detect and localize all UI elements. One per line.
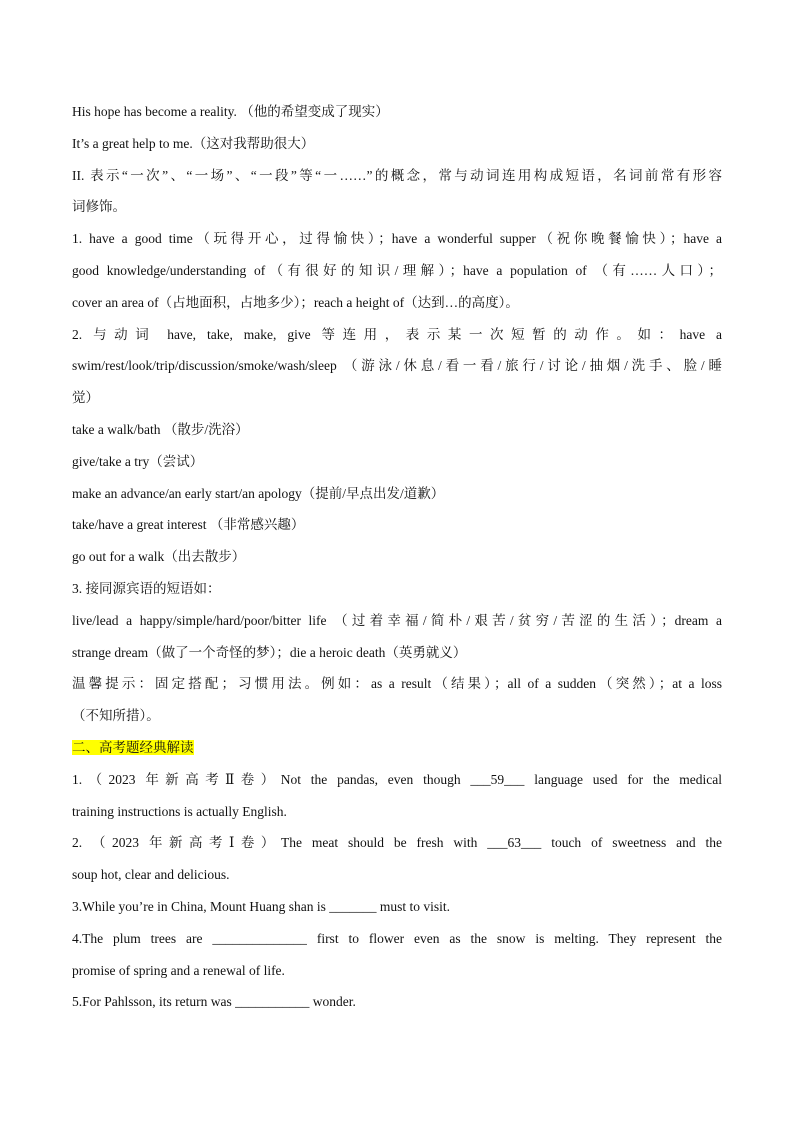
text-line: training instructions is actually English. bbox=[72, 803, 287, 819]
text-line: 4.The plum trees are ______________ first to flower even as the snow is melting. They represent the bbox=[72, 930, 722, 946]
section-heading bbox=[72, 732, 722, 764]
text-line: cover an area of（占地面积，占地多少）；reach a height of（达到…的高度）。 bbox=[72, 294, 519, 310]
text-line: take a walk/bath （散步/洗浴） bbox=[72, 421, 249, 437]
text-line: 1. have a good time（玩得开心，过得愉快）；have a wonderful supper（祝你晚餐愉快）；have a bbox=[72, 231, 722, 247]
text-line: 觉） bbox=[72, 390, 99, 406]
text-line: good knowledge/understanding of（有很好的知识/理解）；have a population of （有……人口）； bbox=[72, 262, 722, 278]
text-line: 3.While you’re in China, Mount Huang shan is _______ must to visit. bbox=[72, 898, 450, 914]
section-heading-text: 二、高考题经典解读 bbox=[72, 739, 194, 755]
text-line: 2. （2023 年新高考Ⅰ卷）The meat should be fresh with ___63___ touch of sweetness and the bbox=[72, 835, 722, 851]
text-line: It’s a great help to me.（这对我帮助很大） bbox=[72, 135, 315, 151]
text-line: （不知所措）。 bbox=[72, 708, 160, 724]
text-line: give/take a try（尝试） bbox=[72, 453, 204, 469]
document-page bbox=[72, 96, 722, 1018]
text-line: live/lead a happy/simple/hard/poor/bitter life （过着幸福/简朴/艰苦/贫穷/苦涩的生活）；dream a bbox=[72, 612, 722, 628]
text-line: 温馨提示：固定搭配；习惯用法。例如：as a result（结果）；all of a sudden（突然）；at a loss bbox=[72, 676, 722, 692]
text-line: swim/rest/look/trip/discussion/smoke/wash/sleep （游泳/休息/看一看/旅行/讨论/抽烟/洗手、脸/睡 bbox=[72, 358, 722, 374]
text-line: soup hot, clear and delicious. bbox=[72, 867, 230, 883]
text-line: take/have a great interest （非常感兴趣） bbox=[72, 517, 305, 533]
text-line: strange dream（做了一个奇怪的梦）；die a heroic death（英勇就义） bbox=[72, 644, 467, 660]
text-line: 词修饰。 bbox=[72, 199, 126, 215]
text-line: His hope has become a reality. （他的希望变成了现实） bbox=[72, 104, 389, 119]
text-line: 1.（2023 年新高考Ⅱ卷）Not the pandas, even though ___59___ language used for the medical bbox=[72, 771, 722, 787]
text-line: make an advance/an early start/an apology（提前/早点出发/道歉） bbox=[72, 485, 445, 501]
text-line: 2. 与动词 have, take, make, give 等连用，表示某一次短暂的动作。如：have a bbox=[72, 326, 722, 342]
text-line: promise of spring and a renewal of life. bbox=[72, 962, 285, 978]
text-line: go out for a walk（出去散步） bbox=[72, 549, 246, 565]
text-line: 5.For Pahlsson, its return was ___________ wonder. bbox=[72, 994, 356, 1010]
text-line: II. 表示“一次”、“一场”、“一段”等“一……”的概念，常与动词连用构成短语，名词前常有形容 bbox=[72, 167, 722, 183]
text-line: 3. 接同源宾语的短语如： bbox=[72, 580, 221, 596]
